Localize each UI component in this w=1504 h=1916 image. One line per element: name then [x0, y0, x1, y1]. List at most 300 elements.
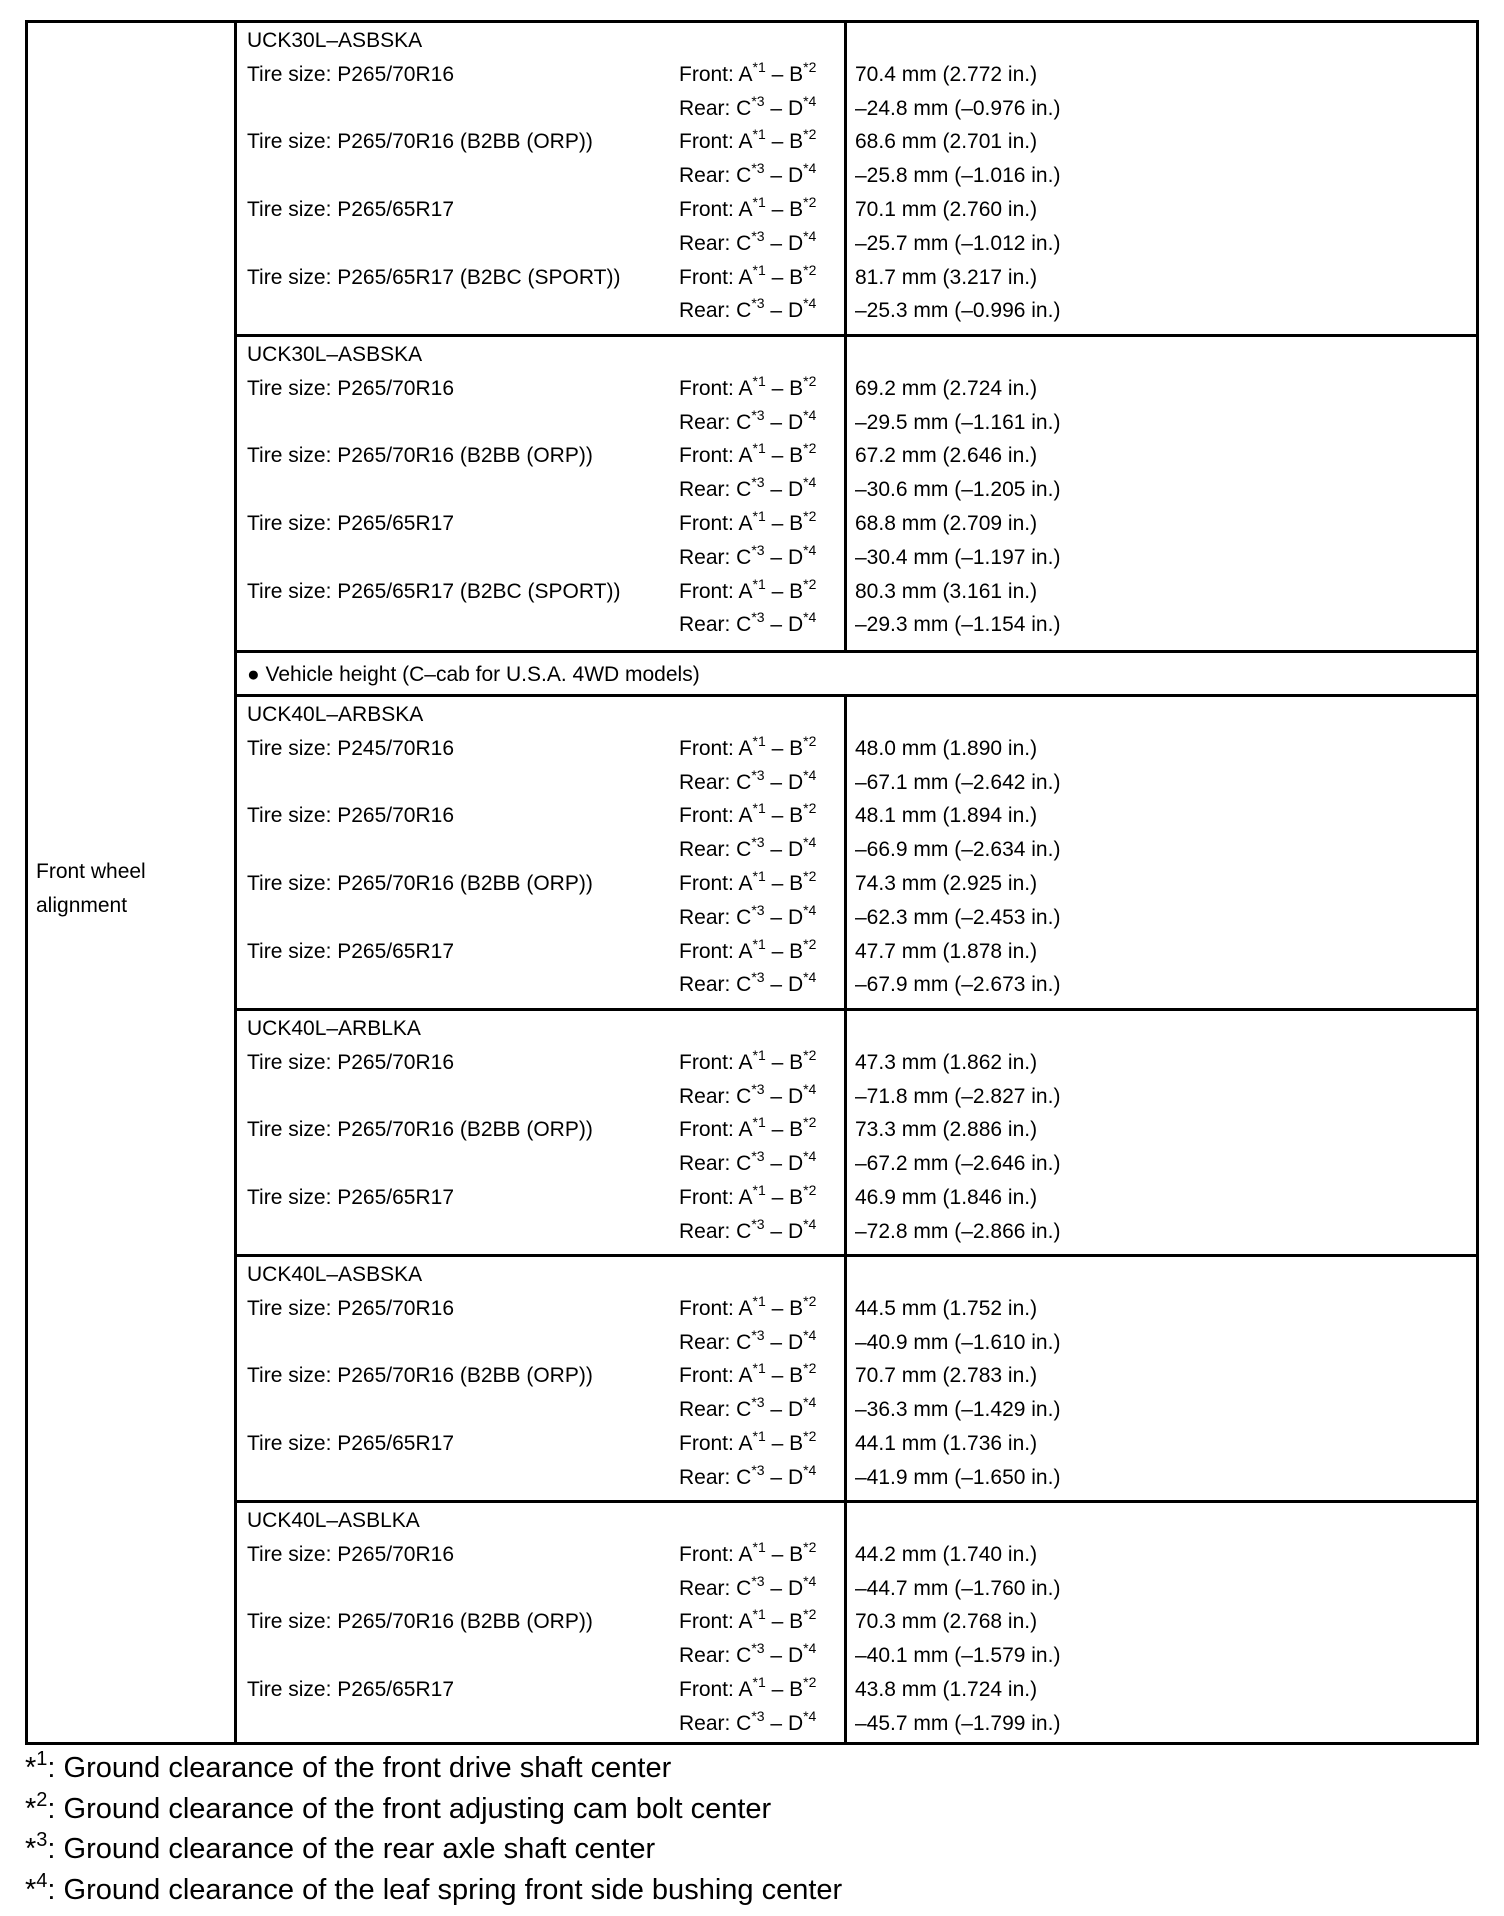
rear-measure-label: [679, 541, 817, 571]
rear-value: –44.7 mm (–1.760 in.): [855, 1576, 1061, 1600]
rear-measure-label-mid: – D: [764, 545, 804, 569]
rear-measure-label-sup2: *4: [803, 1148, 817, 1165]
rear-measure-label-mid: – D: [764, 973, 804, 997]
rear-measure-label-pre: Rear: C: [679, 838, 752, 862]
front-measure-label: [679, 1538, 817, 1568]
model-code: UCK30L–ASBSKA: [247, 29, 423, 52]
tire-size: Tire size: P265/70R16: [247, 1050, 454, 1074]
footnote: [25, 1869, 843, 1908]
front-measure-label: [679, 372, 817, 402]
front-value: 67.2 mm (2.646 in.): [855, 444, 1038, 468]
front-measure-label-mid: – B: [765, 1118, 804, 1142]
rear-measure-label: [679, 227, 817, 257]
front-measure-label-sup2: *2: [803, 1606, 817, 1623]
rear-value: –29.5 mm (–1.161 in.): [855, 410, 1061, 434]
tire-size: Tire size: P265/65R17: [247, 198, 454, 221]
front-value: 48.1 mm (1.894 in.): [855, 804, 1038, 828]
front-measure-label-sup2: *2: [803, 1114, 817, 1131]
front-measure-label-sup2: *2: [803, 261, 817, 278]
front-measure-label: [679, 868, 817, 897]
front-measure-label: [679, 1114, 817, 1143]
front-measure-label: [679, 732, 817, 762]
front-measure-label-mid: – B: [765, 265, 804, 289]
front-measure-label-sup1: *1: [752, 1292, 766, 1309]
rear-measure-label-pre: Rear: C: [679, 1084, 752, 1108]
rear-measure-label: [679, 1215, 817, 1245]
front-measure-label: [679, 935, 817, 965]
front-measure-label-sup2: *2: [803, 440, 817, 457]
rear-measure-label-sup2: *4: [803, 1326, 817, 1343]
front-measure-label-sup2: *2: [803, 800, 817, 817]
front-value: 47.7 mm (1.878 in.): [855, 939, 1038, 963]
front-measure-label-mid: – B: [765, 872, 804, 895]
front-measure-label-mid: – B: [765, 1296, 804, 1320]
front-measure-label-mid: – B: [765, 804, 804, 828]
rear-measure-label-sup2: *4: [803, 541, 817, 558]
row-label-cell: [36, 855, 146, 923]
front-measure-label-sup2: *2: [803, 1538, 817, 1555]
footnote-mark: *: [25, 1792, 37, 1825]
rear-value: –41.9 mm (–1.650 in.): [855, 1465, 1061, 1489]
tire-size: Tire size: P265/70R16 (B2BB (ORP)): [247, 872, 593, 895]
rear-measure-label-sup1: *3: [751, 474, 765, 491]
rear-measure-label-sup1: *3: [751, 901, 765, 918]
tire-size: Tire size: P245/70R16: [247, 736, 454, 760]
row-label-line-1: Front wheel: [36, 860, 146, 883]
rear-measure-label-mid: – D: [764, 613, 804, 637]
front-measure-label-mid: – B: [765, 736, 804, 760]
front-measure-label-sup2: *2: [803, 868, 817, 884]
front-measure-label-sup1: *1: [752, 1674, 766, 1690]
rear-measure-label-mid: – D: [764, 96, 804, 120]
tire-size: Tire size: P265/65R17 (B2BC (SPORT)): [247, 579, 621, 603]
rear-measure-label-pre: Rear: C: [679, 1330, 752, 1354]
rear-measure-label-pre: Rear: C: [679, 545, 752, 569]
front-measure-label: [679, 508, 817, 537]
front-measure-label-sup1: *1: [752, 868, 766, 884]
front-measure-label: [679, 1182, 817, 1211]
front-measure-label-sup2: *2: [803, 194, 817, 210]
tire-size: Tire size: P265/65R17: [247, 1432, 454, 1455]
front-measure-label-pre: Front: A: [679, 265, 753, 289]
rear-measure-label-sup2: *4: [803, 406, 817, 423]
front-measure-label-mid: – B: [765, 130, 804, 154]
tire-size: Tire size: P265/70R16 (B2BB (ORP)): [247, 444, 593, 468]
front-value: 44.5 mm (1.752 in.): [855, 1296, 1038, 1320]
front-measure-label-sup2: *2: [803, 1046, 817, 1063]
rear-measure-label-sup2: *4: [803, 474, 817, 491]
front-measure-label-sup2: *2: [803, 1182, 817, 1198]
front-value: 70.3 mm (2.768 in.): [855, 1610, 1038, 1634]
front-value: 68.8 mm (2.709 in.): [855, 512, 1038, 535]
rear-value: –45.7 mm (–1.799 in.): [855, 1711, 1061, 1735]
front-measure-label-sup2: *2: [803, 1428, 817, 1444]
front-value: 70.7 mm (2.783 in.): [855, 1364, 1038, 1388]
rear-measure-label-sup1: *3: [751, 92, 765, 109]
rear-measure-label-sup1: *3: [751, 1461, 765, 1478]
front-measure-label-pre: Front: A: [679, 130, 753, 154]
front-measure-label: [679, 440, 817, 469]
front-measure-label-pre: Front: A: [679, 1432, 753, 1455]
rear-measure-label-mid: – D: [764, 770, 804, 794]
front-measure-label-pre: Front: A: [679, 62, 753, 86]
front-measure-label-pre: Front: A: [679, 804, 753, 828]
front-measure-label-sup1: *1: [752, 1606, 766, 1623]
rear-measure-label-mid: – D: [764, 1219, 804, 1243]
front-measure-label-sup2: *2: [803, 1292, 817, 1309]
rear-measure-label-sup1: *3: [751, 160, 765, 177]
front-measure-label-pre: Front: A: [679, 872, 753, 895]
rear-measure-label-sup1: *3: [751, 609, 765, 626]
tire-size: Tire size: P265/70R16 (B2BB (ORP)): [247, 130, 593, 154]
front-measure-label-pre: Front: A: [679, 1678, 753, 1701]
rear-measure-label-sup2: *4: [803, 969, 817, 986]
rear-measure-label-sup1: *3: [751, 541, 765, 558]
rear-value: –30.6 mm (–1.205 in.): [855, 478, 1061, 502]
footnote: [25, 1750, 671, 1786]
rear-measure-label-mid: – D: [764, 478, 804, 502]
front-measure-label-pre: Front: A: [679, 579, 753, 603]
rear-measure-label-pre: Rear: C: [679, 299, 752, 323]
rear-measure-label-sup2: *4: [803, 1572, 817, 1589]
row-separator: [234, 1500, 1476, 1503]
front-measure-label-sup1: *1: [752, 1114, 766, 1131]
rear-value: –71.8 mm (–2.827 in.): [855, 1084, 1061, 1108]
rear-measure-label: [679, 1326, 817, 1356]
front-measure-label-mid: – B: [765, 1678, 804, 1701]
rear-measure-label-sup2: *4: [803, 160, 817, 177]
model-code: UCK40L–ASBLKA: [247, 1509, 420, 1532]
row-separator: [234, 1254, 1476, 1257]
front-measure-label-pre: Front: A: [679, 939, 753, 963]
footnote-text: : Ground clearance of the leaf spring front side bushing center: [47, 1873, 843, 1906]
front-value: 81.7 mm (3.217 in.): [855, 265, 1038, 289]
front-measure-label-sup1: *1: [752, 1046, 766, 1063]
model-code: UCK30L–ASBSKA: [247, 343, 423, 366]
rear-measure-label-pre: Rear: C: [679, 973, 752, 997]
front-measure-label: [679, 194, 817, 223]
front-measure-label-sup1: *1: [752, 575, 766, 592]
rear-measure-label-sup1: *3: [751, 227, 765, 244]
footnote: [25, 1788, 772, 1827]
rear-value: –40.9 mm (–1.610 in.): [855, 1330, 1061, 1354]
rear-measure-label-mid: – D: [764, 1084, 804, 1108]
front-value: 80.3 mm (3.161 in.): [855, 579, 1038, 603]
tire-size: Tire size: P265/70R16: [247, 804, 454, 828]
rear-value: –66.9 mm (–2.634 in.): [855, 838, 1061, 862]
front-value: 44.2 mm (1.740 in.): [855, 1542, 1038, 1566]
front-measure-label: [679, 1292, 817, 1322]
rear-measure-label: [679, 160, 817, 189]
footnote-text: : Ground clearance of the front drive shaft center: [47, 1752, 672, 1784]
rear-measure-label-sup1: *3: [751, 1326, 765, 1343]
rear-measure-label-sup2: *4: [803, 901, 817, 918]
rear-measure-label-pre: Rear: C: [679, 96, 752, 120]
front-value: 48.0 mm (1.890 in.): [855, 736, 1038, 760]
footnote-number: 4: [36, 1869, 48, 1892]
front-measure-label: [679, 800, 817, 829]
front-measure-label-sup2: *2: [803, 58, 817, 75]
rear-measure-label: [679, 1461, 817, 1491]
front-measure-label-sup1: *1: [752, 1428, 766, 1444]
rear-measure-label-mid: – D: [764, 1576, 804, 1600]
front-measure-label-sup1: *1: [752, 935, 766, 952]
rear-measure-label-sup1: *3: [751, 1640, 765, 1657]
rear-measure-label-sup2: *4: [803, 1394, 817, 1411]
rear-measure-label-pre: Rear: C: [679, 1576, 752, 1600]
front-measure-label-sup1: *1: [752, 440, 766, 457]
tire-size: Tire size: P265/70R16 (B2BB (ORP)): [247, 1364, 593, 1388]
rear-measure-label-sup2: *4: [803, 1461, 817, 1478]
front-measure-label: [679, 1428, 817, 1457]
rear-measure-label-sup2: *4: [803, 1080, 817, 1097]
front-value: 73.3 mm (2.886 in.): [855, 1118, 1038, 1142]
tire-size: Tire size: P265/70R16: [247, 376, 454, 400]
footnote-mark: *: [25, 1752, 37, 1784]
rear-measure-label-sup1: *3: [751, 766, 765, 783]
row-separator: [234, 334, 1476, 337]
rear-measure-label-mid: – D: [764, 1152, 804, 1176]
rear-value: –25.8 mm (–1.016 in.): [855, 164, 1061, 188]
front-measure-label-sup1: *1: [752, 800, 766, 817]
front-measure-label-pre: Front: A: [679, 1542, 753, 1566]
tire-size: Tire size: P265/70R16: [247, 62, 454, 86]
front-measure-label-pre: Front: A: [679, 1118, 753, 1142]
tire-size: Tire size: P265/65R17: [247, 1186, 454, 1209]
front-measure-label-mid: – B: [765, 1186, 804, 1209]
footnote-mark: *: [25, 1873, 37, 1906]
rear-measure-label-pre: Rear: C: [679, 410, 752, 434]
vehicle-height-note: ● Vehicle height (C–cab for U.S.A. 4WD models): [247, 662, 1447, 688]
rear-value: –40.1 mm (–1.579 in.): [855, 1644, 1061, 1668]
tire-size: Tire size: P265/70R16: [247, 1542, 454, 1566]
rear-measure-label-sup2: *4: [803, 1640, 817, 1657]
rear-measure-label-mid: – D: [764, 231, 804, 255]
rear-measure-label-pre: Rear: C: [679, 164, 752, 188]
rear-value: –25.7 mm (–1.012 in.): [855, 231, 1061, 255]
rear-measure-label-mid: – D: [764, 838, 804, 862]
footnote-number: 1: [36, 1748, 48, 1770]
rear-measure-label-sup2: *4: [803, 609, 817, 626]
tire-size: Tire size: P265/70R16 (B2BB (ORP)): [247, 1118, 593, 1142]
tire-size: Tire size: P265/65R17 (B2BC (SPORT)): [247, 265, 621, 289]
front-measure-label: [679, 1674, 817, 1703]
rear-measure-label-pre: Rear: C: [679, 905, 752, 929]
front-measure-label-pre: Front: A: [679, 736, 753, 760]
rear-measure-label-sup2: *4: [803, 227, 817, 244]
column-divider-right: [844, 23, 847, 1742]
front-measure-label-sup1: *1: [752, 1360, 766, 1377]
rear-measure-label: [679, 1394, 817, 1423]
front-measure-label-sup1: *1: [752, 194, 766, 210]
rear-measure-label: [679, 1080, 817, 1110]
front-measure-label-mid: – B: [765, 1542, 804, 1566]
rear-measure-label-sup2: *4: [803, 295, 817, 312]
front-measure-label-sup2: *2: [803, 732, 817, 749]
front-measure-label-mid: – B: [765, 376, 804, 400]
front-measure-label-mid: – B: [765, 1050, 804, 1074]
rear-measure-label-sup2: *4: [803, 834, 817, 851]
front-measure-label-sup1: *1: [752, 126, 766, 143]
front-measure-label-mid: – B: [765, 198, 804, 221]
front-value: 68.6 mm (2.701 in.): [855, 130, 1038, 154]
rear-measure-label-sup1: *3: [751, 1394, 765, 1411]
front-measure-label: [679, 58, 817, 88]
rear-measure-label: [679, 295, 817, 324]
rear-measure-label: [679, 92, 817, 122]
rear-measure-label: [679, 1572, 817, 1602]
rear-measure-label: [679, 766, 817, 796]
column-divider-left: [234, 23, 237, 1742]
front-value: 44.1 mm (1.736 in.): [855, 1432, 1038, 1455]
front-measure-label-pre: Front: A: [679, 512, 753, 535]
rear-measure-label-sup2: *4: [803, 1707, 817, 1724]
front-value: 43.8 mm (1.724 in.): [855, 1678, 1038, 1701]
front-measure-label-sup1: *1: [752, 372, 766, 389]
rear-measure-label: [679, 1707, 817, 1737]
front-measure-label-mid: – B: [765, 1610, 804, 1634]
rear-measure-label-sup1: *3: [751, 969, 765, 986]
front-measure-label-sup2: *2: [803, 575, 817, 592]
model-code: UCK40L–ARBLKA: [247, 1017, 421, 1040]
spec-table: [25, 20, 1479, 1745]
rear-measure-label-mid: – D: [764, 299, 804, 323]
row-separator: [234, 650, 1476, 653]
front-measure-label-pre: Front: A: [679, 376, 753, 400]
rear-measure-label-mid: – D: [764, 1398, 804, 1422]
rear-measure-label: [679, 474, 817, 503]
rear-measure-label-pre: Rear: C: [679, 1465, 752, 1489]
rear-measure-label-mid: – D: [764, 1330, 804, 1354]
footnote-mark: *: [25, 1833, 37, 1865]
row-separator: [234, 694, 1476, 697]
front-measure-label-pre: Front: A: [679, 1050, 753, 1074]
rear-measure-label-sup1: *3: [751, 1215, 765, 1232]
rear-value: –30.4 mm (–1.197 in.): [855, 545, 1061, 569]
rear-measure-label-sup2: *4: [803, 766, 817, 783]
front-value: 46.9 mm (1.846 in.): [855, 1186, 1038, 1209]
front-measure-label-mid: – B: [765, 579, 804, 603]
rear-measure-label-pre: Rear: C: [679, 1152, 752, 1176]
rear-measure-label-mid: – D: [764, 1465, 804, 1489]
rear-value: –24.8 mm (–0.976 in.): [855, 96, 1061, 120]
footnote: [25, 1831, 655, 1867]
front-measure-label-mid: – B: [765, 512, 804, 535]
rear-measure-label-sup1: *3: [751, 406, 765, 423]
tire-size: Tire size: P265/70R16: [247, 1296, 454, 1320]
rear-measure-label-mid: – D: [764, 1711, 804, 1735]
front-measure-label: [679, 575, 817, 605]
front-measure-label-mid: – B: [765, 62, 804, 86]
row-separator: [234, 1008, 1476, 1011]
rear-measure-label-mid: – D: [764, 410, 804, 434]
rear-measure-label-sup1: *3: [751, 295, 765, 312]
rear-measure-label-mid: – D: [764, 905, 804, 929]
rear-value: –29.3 mm (–1.154 in.): [855, 613, 1061, 637]
front-measure-label-sup2: *2: [803, 372, 817, 389]
front-measure-label-pre: Front: A: [679, 1610, 753, 1634]
rear-value: –36.3 mm (–1.429 in.): [855, 1398, 1061, 1422]
rear-measure-label: [679, 834, 817, 863]
front-measure-label-sup2: *2: [803, 935, 817, 952]
front-measure-label-sup2: *2: [803, 508, 817, 524]
rear-measure-label-sup1: *3: [751, 1080, 765, 1097]
front-measure-label-sup2: *2: [803, 126, 817, 143]
rear-measure-label-mid: – D: [764, 164, 804, 188]
rear-value: –67.9 mm (–2.673 in.): [855, 973, 1061, 997]
rear-value: –62.3 mm (–2.453 in.): [855, 905, 1061, 929]
footnote-number: 2: [36, 1788, 48, 1811]
front-measure-label-pre: Front: A: [679, 1364, 753, 1388]
front-measure-label-sup1: *1: [752, 1538, 766, 1555]
front-measure-label-mid: – B: [765, 444, 804, 468]
rear-measure-label: [679, 609, 817, 638]
rear-measure-label-mid: – D: [764, 1644, 804, 1668]
front-value: 47.3 mm (1.862 in.): [855, 1050, 1038, 1074]
tire-size: Tire size: P265/70R16 (B2BB (ORP)): [247, 1610, 593, 1634]
front-measure-label: [679, 1360, 817, 1389]
rear-value: –25.3 mm (–0.996 in.): [855, 299, 1061, 323]
model-code: UCK40L–ARBSKA: [247, 703, 424, 726]
front-measure-label: [679, 126, 817, 155]
front-value: 69.2 mm (2.724 in.): [855, 376, 1038, 400]
rear-measure-label-sup1: *3: [751, 1148, 765, 1165]
model-code: UCK40L–ASBSKA: [247, 1263, 423, 1286]
front-measure-label-sup1: *1: [752, 58, 766, 75]
front-measure-label-pre: Front: A: [679, 1186, 753, 1209]
rear-measure-label-sup1: *3: [751, 834, 765, 851]
rear-measure-label: [679, 1640, 817, 1669]
front-value: 70.4 mm (2.772 in.): [855, 62, 1038, 86]
front-measure-label-sup1: *1: [752, 732, 766, 749]
rear-measure-label-pre: Rear: C: [679, 478, 752, 502]
front-measure-label: [679, 261, 817, 291]
rear-measure-label: [679, 406, 817, 436]
footnote-number: 3: [36, 1829, 48, 1851]
rear-measure-label-pre: Rear: C: [679, 1398, 752, 1422]
front-measure-label-pre: Front: A: [679, 198, 753, 221]
tire-size: Tire size: P265/65R17: [247, 939, 454, 963]
rear-measure-label-pre: Rear: C: [679, 770, 752, 794]
front-measure-label-sup1: *1: [752, 1182, 766, 1198]
front-measure-label-sup1: *1: [752, 508, 766, 524]
front-measure-label-mid: – B: [765, 1364, 804, 1388]
front-measure-label-mid: – B: [765, 939, 804, 963]
rear-measure-label: [679, 969, 817, 998]
footnote-text: : Ground clearance of the front adjusting cam bolt center: [47, 1792, 772, 1825]
rear-measure-label-sup1: *3: [751, 1572, 765, 1589]
rear-measure-label: [679, 901, 817, 931]
rear-measure-label-pre: Rear: C: [679, 1219, 752, 1243]
front-measure-label-pre: Front: A: [679, 1296, 753, 1320]
front-measure-label-sup1: *1: [752, 261, 766, 278]
rear-value: –67.1 mm (–2.642 in.): [855, 770, 1061, 794]
rear-measure-label-sup2: *4: [803, 1215, 817, 1232]
tire-size: Tire size: P265/65R17: [247, 512, 454, 535]
rear-measure-label-pre: Rear: C: [679, 613, 752, 637]
tire-size: Tire size: P265/65R17: [247, 1678, 454, 1701]
rear-measure-label-pre: Rear: C: [679, 231, 752, 255]
rear-measure-label: [679, 1148, 817, 1177]
front-measure-label-sup2: *2: [803, 1674, 817, 1690]
rear-value: –67.2 mm (–2.646 in.): [855, 1152, 1061, 1176]
front-measure-label-mid: – B: [765, 1432, 804, 1455]
rear-value: –72.8 mm (–2.866 in.): [855, 1219, 1061, 1243]
front-measure-label: [679, 1606, 817, 1635]
rear-measure-label-pre: Rear: C: [679, 1711, 752, 1735]
front-value: 70.1 mm (2.760 in.): [855, 198, 1038, 221]
rear-measure-label-sup2: *4: [803, 92, 817, 109]
